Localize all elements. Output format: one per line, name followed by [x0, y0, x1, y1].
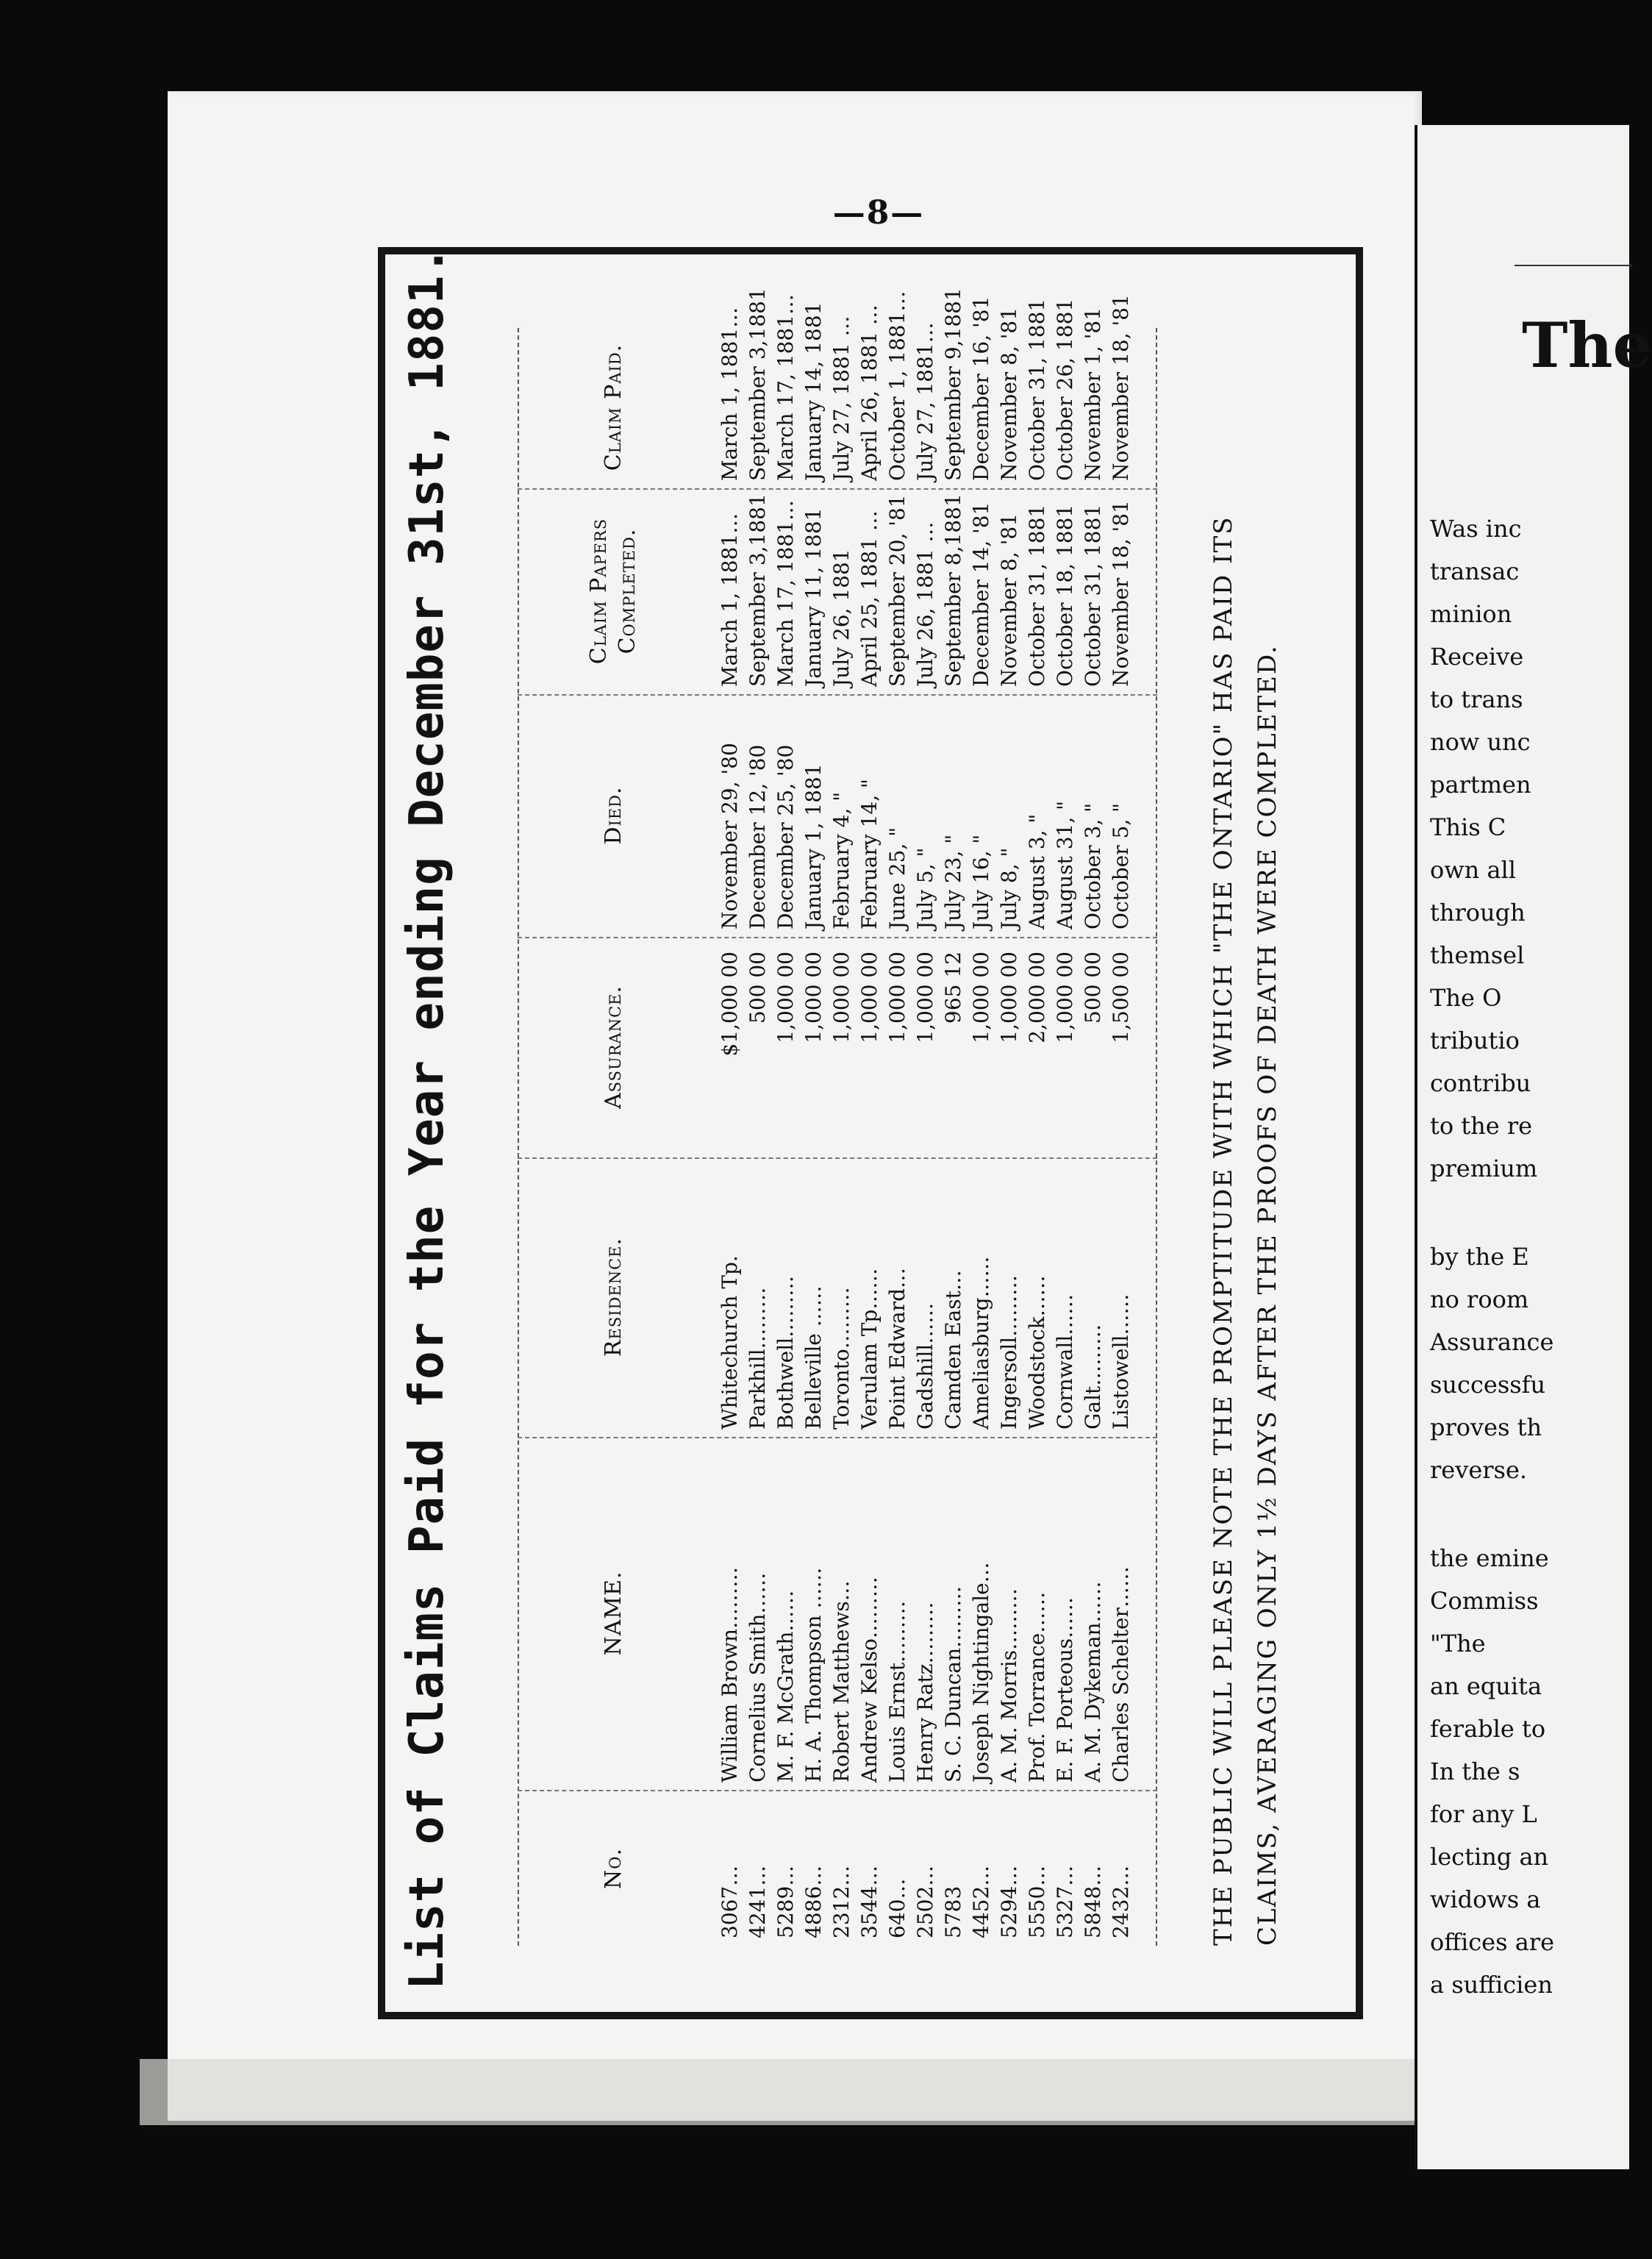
cell-died: December 25, '80: [773, 744, 798, 929]
cell-died: July 5, ": [913, 847, 937, 929]
right-page-line: contribu: [1430, 1069, 1531, 1097]
cell-paid: October 1, 1881…: [885, 290, 909, 481]
right-page-line: a sufficien: [1430, 1971, 1553, 1999]
cell-papers: November 18, '81: [1109, 500, 1133, 687]
cell-residence: Ingersoll………: [997, 1274, 1021, 1430]
cell-paid: December 16, '81: [969, 296, 993, 481]
header-no: No.: [600, 1848, 626, 1890]
cell-no: 5327…: [1053, 1865, 1077, 1938]
cell-no: 5289…: [773, 1865, 798, 1938]
cell-assurance: 500 00: [745, 952, 770, 1024]
column-name-body: [716, 1437, 1135, 1790]
notice-line-2: CLAIMS, AVERAGING ONLY 1½ DAYS AFTER THE PROOFS OF DEATH WERE COMPLETED.: [1253, 644, 1282, 1946]
cell-assurance: 1,000 00: [829, 952, 854, 1043]
right-page-line: widows a: [1430, 1885, 1541, 1913]
cell-no: 5848…: [1081, 1865, 1105, 1938]
cell-papers: September 3,1881: [745, 493, 770, 687]
cell-residence: Galt………: [1081, 1324, 1105, 1430]
cell-died: July 8, ": [997, 847, 1021, 929]
cell-papers: March 17, 1881…: [773, 499, 798, 687]
right-page-line: for any L: [1430, 1800, 1537, 1828]
column-residence-body: [716, 1157, 1135, 1437]
cell-paid: March 17, 1881…: [773, 293, 798, 481]
page-edge: [140, 2059, 1426, 2125]
cell-paid: April 26, 1881 …: [857, 304, 882, 481]
column-papers-body: [716, 488, 1135, 694]
right-page-line: minion: [1430, 600, 1512, 628]
cell-assurance: 1,000 00: [1053, 952, 1077, 1043]
cell-paid: November 1, '81: [1081, 307, 1105, 481]
column-assurance-body: [716, 937, 1135, 1157]
right-page-line: Was inc: [1430, 515, 1522, 543]
cell-papers: April 25, 1881 …: [857, 510, 882, 687]
right-page-line: transac: [1430, 557, 1520, 585]
cell-assurance: 1,500 00: [1109, 952, 1133, 1043]
column-name: [518, 1437, 1157, 1791]
cell-name: Prof. Torrance……: [1025, 1591, 1049, 1782]
right-page-line: offices are: [1430, 1928, 1554, 1956]
cell-name: E. F. Porteous……: [1053, 1596, 1077, 1782]
right-page-line: tributio: [1430, 1027, 1520, 1054]
cell-name: H. A. Thompson ……: [801, 1567, 826, 1782]
column-paid-body: [716, 288, 1135, 488]
right-page-line: Receive: [1430, 643, 1524, 671]
claims-table-frame: [378, 247, 1363, 2019]
cell-name: Charles Schelter……: [1109, 1566, 1133, 1782]
column-no-body: [716, 1791, 1135, 1946]
cell-paid: July 27, 1881 …: [829, 315, 854, 481]
cell-name: Joseph Nightingale…: [969, 1562, 993, 1782]
cell-name: S. C. Duncan………: [941, 1585, 965, 1782]
column-died-body: [716, 694, 1135, 937]
right-page-line: premium: [1430, 1155, 1538, 1182]
right-page-heading: The: [1522, 309, 1652, 382]
cell-residence: Point Edward…: [885, 1267, 909, 1430]
cell-residence: Verulam Tp……: [857, 1268, 882, 1430]
cell-assurance: 1,000 00: [913, 952, 937, 1043]
header-assurance: Assurance.: [600, 985, 626, 1110]
cell-assurance: 1,000 00: [885, 952, 909, 1043]
cell-no: 2432…: [1109, 1865, 1133, 1938]
cell-paid: September 3,1881: [745, 288, 770, 481]
cell-papers: July 26, 1881 …: [913, 521, 937, 687]
right-page-line: own all: [1430, 856, 1516, 884]
header-papers: Claim Papers Completed.: [586, 518, 640, 665]
claims-table: [518, 288, 1157, 1946]
cell-died: June 25, ": [885, 827, 909, 929]
right-page-paragraph-c: [1430, 1537, 1628, 2006]
cell-died: August 3, ": [1025, 813, 1049, 929]
right-page-line: no room: [1430, 1285, 1529, 1313]
notice-line-1: THE PUBLIC WILL PLEASE NOTE THE PROMPTITUDE WITH WHICH "THE ONTARIO" HAS PAID ITS: [1209, 515, 1238, 1946]
cell-papers: October 31, 1881: [1081, 504, 1105, 687]
cell-paid: October 26, 1881: [1053, 298, 1077, 481]
cell-paid: November 18, '81: [1109, 294, 1133, 481]
cell-name: Andrew Kelso………: [857, 1577, 882, 1782]
cell-name: A. M. Dykeman……: [1081, 1581, 1105, 1782]
page-number: —8—: [832, 194, 925, 232]
cell-paid: March 1, 1881…: [718, 307, 742, 481]
cell-paid: November 8, '81: [997, 307, 1021, 481]
cell-name: Cornelius Smith……: [745, 1572, 770, 1782]
right-page-rule: [1515, 265, 1632, 266]
cell-died: October 3, ": [1081, 802, 1105, 929]
cell-assurance: 1,000 00: [969, 952, 993, 1043]
right-page-line: partmen: [1430, 771, 1531, 799]
right-page-paragraph-b: [1430, 1235, 1628, 1491]
right-page-line: Commiss: [1430, 1587, 1539, 1615]
cell-died: July 16, ": [969, 834, 993, 929]
right-page-line: In the s: [1430, 1757, 1520, 1785]
cell-papers: January 11, 1881: [801, 507, 826, 687]
right-page-line: The O: [1430, 984, 1502, 1012]
cell-residence: Woodstock……: [1025, 1275, 1049, 1430]
cell-assurance: 2,000 00: [1025, 952, 1049, 1043]
cell-died: November 29, '80: [718, 743, 742, 929]
header-paid: Claim Paid.: [600, 343, 626, 471]
right-page-line: lecting an: [1430, 1843, 1549, 1871]
cell-papers: September 8,1881: [941, 493, 965, 687]
right-page-line: ferable to: [1430, 1715, 1546, 1743]
cell-paid: July 27, 1881…: [913, 322, 937, 481]
cell-residence: Camden East…: [941, 1270, 965, 1430]
cell-no: 3544…: [857, 1865, 882, 1938]
cell-died: August 31, ": [1053, 800, 1077, 929]
cell-no: 2312…: [829, 1865, 854, 1938]
column-papers: [518, 488, 1157, 696]
right-page-line: by the E: [1430, 1243, 1529, 1271]
column-assurance: [518, 937, 1157, 1159]
cell-name: Louis Ernst………: [885, 1600, 909, 1782]
header-name: NAME.: [600, 1571, 626, 1656]
cell-residence: Belleville ……: [801, 1285, 826, 1430]
cell-name: M. F. McGrath……: [773, 1590, 798, 1782]
cell-papers: September 20, '81: [885, 494, 909, 687]
cell-no: 640…: [885, 1878, 909, 1938]
right-page-line: the emine: [1430, 1544, 1549, 1572]
cell-paid: October 31, 1881: [1025, 298, 1049, 481]
promptitude-notice: [1201, 328, 1290, 1946]
cell-name: Robert Matthews…: [829, 1580, 854, 1782]
cell-assurance: 1,000 00: [857, 952, 882, 1043]
right-page-line: to the re: [1430, 1112, 1533, 1140]
cell-name: A. M. Morris………: [997, 1588, 1021, 1782]
cell-assurance: 500 00: [1081, 952, 1105, 1024]
cell-no: 5783: [941, 1885, 965, 1938]
cell-residence: Ameliasburg……: [969, 1256, 993, 1430]
right-page-line: successfu: [1430, 1371, 1546, 1399]
cell-papers: March 1, 1881…: [718, 513, 742, 687]
cell-residence: Gadshill……: [913, 1302, 937, 1430]
right-page-line: through: [1430, 899, 1526, 927]
cell-papers: October 31, 1881: [1025, 504, 1049, 687]
cell-no: 4886…: [801, 1865, 826, 1938]
cell-died: October 5, ": [1109, 802, 1133, 929]
cell-no: 5550…: [1025, 1865, 1049, 1938]
column-died: [518, 694, 1157, 938]
cell-died: February 14, ": [857, 779, 882, 929]
cell-residence: Bothwell………: [773, 1275, 798, 1430]
column-residence: [518, 1157, 1157, 1438]
header-residence: Residence.: [600, 1237, 626, 1357]
cell-no: 3067…: [718, 1865, 742, 1938]
page-title: List of Claims Paid for the Year ending December 31st, 1881.: [400, 246, 454, 1990]
cell-no: 4452…: [969, 1865, 993, 1938]
cell-died: December 12, '80: [745, 744, 770, 929]
rotated-content: [385, 246, 1356, 2012]
right-page-paragraph-a: [1430, 507, 1628, 1190]
cell-name: Henry Ratz………: [913, 1602, 937, 1782]
column-no: [518, 1791, 1157, 1946]
right-page-line: an equita: [1430, 1672, 1542, 1700]
cell-residence: Toronto………: [829, 1287, 854, 1430]
cell-paid: January 14, 1881: [801, 301, 826, 481]
cell-assurance: 1,000 00: [801, 952, 826, 1043]
header-died: Died.: [600, 786, 626, 845]
right-page-line: "The: [1430, 1630, 1486, 1657]
cell-residence: Cornwall……: [1053, 1293, 1077, 1430]
column-paid: [518, 288, 1157, 490]
cell-assurance: 965 12: [941, 952, 965, 1024]
right-page-line: to trans: [1430, 685, 1523, 713]
cell-residence: Listowell……: [1109, 1293, 1133, 1430]
cell-name: William Brown………: [718, 1566, 742, 1782]
right-page-line: now unc: [1430, 728, 1531, 756]
cell-papers: July 26, 1881: [829, 549, 854, 687]
cell-residence: Parkhill………: [745, 1287, 770, 1430]
cell-died: July 23, ": [941, 834, 965, 929]
right-page-line: reverse.: [1430, 1456, 1528, 1484]
cell-no: 4241…: [745, 1865, 770, 1938]
right-page-line: proves th: [1430, 1413, 1542, 1441]
cell-assurance: 1,000 00: [997, 952, 1021, 1043]
cell-papers: October 18, 1881: [1053, 504, 1077, 687]
cell-assurance: $1,000 00: [718, 952, 742, 1057]
cell-died: February 4, ": [829, 791, 854, 929]
cell-no: 2502…: [913, 1865, 937, 1938]
cell-residence: Whitechurch Tp.: [718, 1255, 742, 1430]
right-page-line: themsel: [1430, 941, 1525, 969]
cell-paid: September 9,1881: [941, 288, 965, 481]
cell-no: 5294…: [997, 1865, 1021, 1938]
cell-assurance: 1,000 00: [773, 952, 798, 1043]
cell-papers: November 8, '81: [997, 513, 1021, 687]
right-page-line: Assurance: [1430, 1328, 1554, 1356]
cell-died: January 1, 1881: [801, 763, 826, 929]
right-page-line: This C: [1430, 813, 1506, 841]
cell-papers: December 14, '81: [969, 502, 993, 687]
